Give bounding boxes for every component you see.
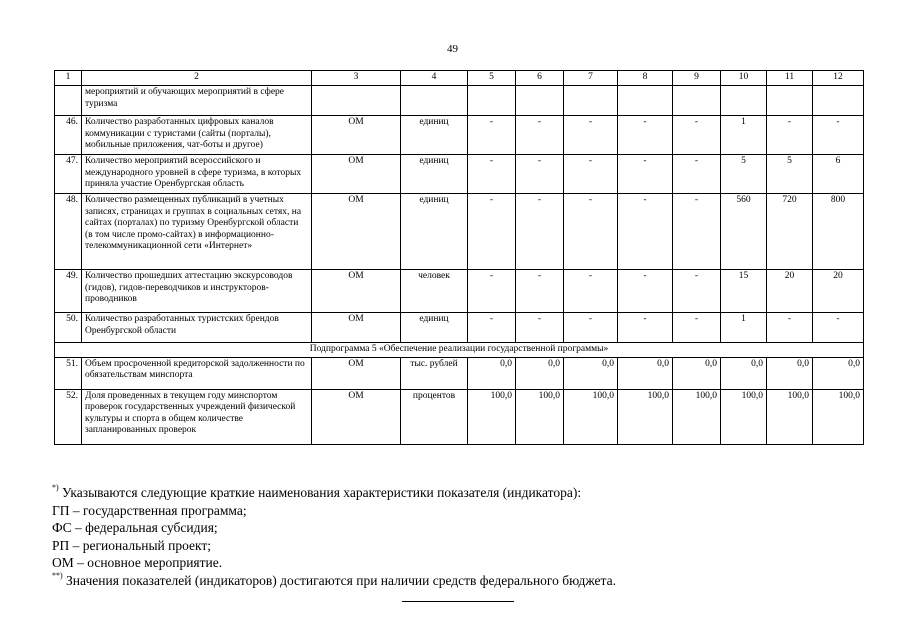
footnote-1-text: Указываются следующие краткие наименования характеристики показателя (индикатора):: [58, 485, 582, 500]
indicator-type-cell: ОМ: [312, 194, 401, 270]
value-cell: 0,0: [673, 357, 721, 389]
abbreviation-item: ФС – федеральная субсидия;: [52, 520, 218, 535]
header-cell: 3: [312, 71, 401, 86]
row-number-cell: 47.: [55, 155, 82, 194]
value-cell: -: [564, 270, 618, 313]
row-number-cell: 52.: [55, 389, 82, 444]
value-cell: -: [618, 155, 673, 194]
header-cell: 6: [516, 71, 564, 86]
value-cell: -: [618, 194, 673, 270]
value-cell: 100,0: [564, 389, 618, 444]
value-cell: -: [673, 194, 721, 270]
indicator-name-cell: Доля проведенных в текущем году минспортом проверок государственных учреждений физической культуры и спорта в общем количестве запланированных проверок: [82, 389, 312, 444]
footnote-2-text: Значения показателей (индикаторов) достигаются при наличии средств федерального бюджета.: [62, 572, 616, 588]
value-cell: -: [673, 313, 721, 343]
indicator-name-cell: Количество мероприятий всероссийского и международного уровней в сфере туризма, в которых приняла участие Оренбургская область: [82, 155, 312, 194]
page-number: 49: [447, 43, 458, 55]
value-cell: 1: [721, 313, 767, 343]
header-cell: 9: [673, 71, 721, 86]
value-cell: -: [468, 270, 516, 313]
unit-cell: человек: [401, 270, 468, 313]
value-cell: 5: [767, 155, 813, 194]
value-cell: 6: [813, 155, 864, 194]
value-cell: 15: [721, 270, 767, 313]
unit-cell: процентов: [401, 389, 468, 444]
value-cell: -: [767, 116, 813, 155]
subprogram-row: [55, 343, 864, 358]
value-cell: -: [618, 116, 673, 155]
header-cell: 7: [564, 71, 618, 86]
value-cell: -: [468, 155, 516, 194]
table-row: [55, 116, 864, 155]
header-cell: 11: [767, 71, 813, 86]
abbreviation-item: РП – региональный проект;: [52, 537, 212, 553]
value-cell: -: [516, 155, 564, 194]
unit-cell: единиц: [401, 194, 468, 270]
value-cell: -: [564, 313, 618, 343]
value-cell: -: [468, 194, 516, 270]
value-cell: -: [813, 116, 864, 155]
value-cell: 560: [721, 194, 767, 270]
value-cell: 0,0: [516, 357, 564, 389]
row-number-cell: 49.: [55, 270, 82, 313]
value-cell: -: [618, 270, 673, 313]
row-number-cell: 46.: [55, 116, 82, 155]
value-cell: 100,0: [673, 389, 721, 444]
row-number-cell: 48.: [55, 194, 82, 270]
indicator-type-cell: ОМ: [312, 313, 401, 343]
footnote-2: [52, 572, 872, 590]
value-cell: -: [516, 270, 564, 313]
value-cell: -: [516, 116, 564, 155]
indicator-type-cell: ОМ: [312, 357, 401, 389]
row-number-cell: 50.: [55, 313, 82, 343]
table-row: [55, 313, 864, 343]
value-cell: -: [673, 155, 721, 194]
table-row: [55, 270, 864, 313]
footnotes: [52, 484, 872, 589]
footnote-1: [52, 484, 872, 502]
unit-cell: единиц: [401, 116, 468, 155]
value-cell: 0,0: [468, 357, 516, 389]
unit-cell: единиц: [401, 155, 468, 194]
table-row: [55, 155, 864, 194]
value-cell: -: [813, 313, 864, 343]
value-cell: 100,0: [468, 389, 516, 444]
value-cell: 720: [767, 194, 813, 270]
value-cell: 0,0: [618, 357, 673, 389]
value-cell: 0,0: [721, 357, 767, 389]
value-cell: -: [673, 270, 721, 313]
value-cell: 0,0: [813, 357, 864, 389]
indicator-name-cell: Количество прошедших аттестацию экскурсоводов (гидов), гидов-переводчиков и инструкторов-проводников: [82, 270, 312, 313]
abbreviation-item: ГП – государственная программа;: [52, 502, 247, 518]
header-cell: 1: [55, 71, 82, 86]
closing-divider: [402, 601, 514, 602]
value-cell: 0,0: [767, 357, 813, 389]
abbreviation-item: ОМ – основное мероприятие.: [52, 555, 223, 570]
indicator-type-cell: ОМ: [312, 155, 401, 194]
indicator-type-cell: ОМ: [312, 116, 401, 155]
value-cell: -: [468, 116, 516, 155]
value-cell: 0,0: [564, 357, 618, 389]
value-cell: -: [618, 313, 673, 343]
indicator-type-cell: ОМ: [312, 270, 401, 313]
value-cell: -: [516, 313, 564, 343]
continuation-row: [55, 86, 864, 116]
footnote-1-mark: *): [52, 483, 59, 492]
value-cell: -: [564, 155, 618, 194]
value-cell: -: [516, 194, 564, 270]
header-cell: 4: [401, 71, 468, 86]
subprogram-title: Подпрограмма 5 «Обеспечение реализации государственной программы»: [55, 343, 864, 358]
value-cell: 100,0: [813, 389, 864, 444]
indicator-type-cell: ОМ: [312, 389, 401, 444]
value-cell: 20: [767, 270, 813, 313]
value-cell: -: [564, 116, 618, 155]
value-cell: 100,0: [767, 389, 813, 444]
indicators-table: [54, 70, 864, 445]
header-cell: 12: [813, 71, 864, 86]
value-cell: 100,0: [516, 389, 564, 444]
footnote-2-mark: **): [52, 570, 63, 580]
value-cell: 1: [721, 116, 767, 155]
value-cell: -: [564, 194, 618, 270]
unit-cell: тыс. рублей: [401, 357, 468, 389]
value-cell: -: [673, 116, 721, 155]
header-cell: 2: [82, 71, 312, 86]
row-number-cell: 51.: [55, 357, 82, 389]
value-cell: 800: [813, 194, 864, 270]
table-row: [55, 389, 864, 444]
header-cell: 8: [618, 71, 673, 86]
table-row: [55, 357, 864, 389]
indicator-name-cell: Объем просроченной кредиторской задолженности по обязательствам минспорта: [82, 357, 312, 389]
value-cell: 100,0: [618, 389, 673, 444]
header-cell: 10: [721, 71, 767, 86]
table-row: [55, 194, 864, 270]
value-cell: 20: [813, 270, 864, 313]
table-header-row: [55, 71, 864, 86]
value-cell: 100,0: [721, 389, 767, 444]
indicator-name-cell: Количество размещенных публикаций в учетных записях, страницах и группах в социальных сетях, на сайтах (порталах) по туризму Оренбургской области (в том числе промо-сайтах) в информационно-телекоммуникационной сети «Интернет»: [82, 194, 312, 270]
indicator-name-cell: мероприятий и обучающих мероприятий в сфере туризма: [82, 86, 312, 116]
indicator-name-cell: Количество разработанных туристских брендов Оренбургской области: [82, 313, 312, 343]
value-cell: -: [767, 313, 813, 343]
indicator-name-cell: Количество разработанных цифровых каналов коммуникации с туристами (сайты (порталы), мобильные приложения, чат-боты и другое): [82, 116, 312, 155]
header-cell: 5: [468, 71, 516, 86]
value-cell: -: [468, 313, 516, 343]
value-cell: 5: [721, 155, 767, 194]
unit-cell: единиц: [401, 313, 468, 343]
